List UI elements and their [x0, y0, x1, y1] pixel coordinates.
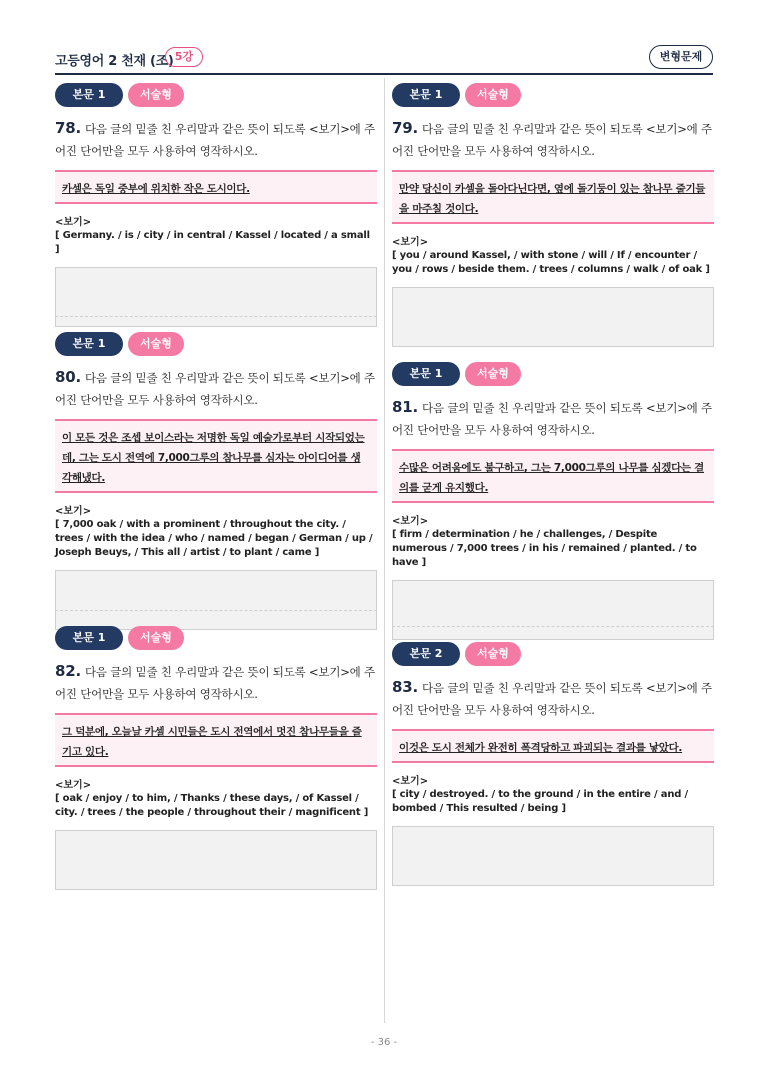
bogi-label: <보기>: [55, 780, 92, 791]
column-divider: [384, 78, 385, 1023]
korean-sentence-box: [392, 729, 714, 763]
section-tag: 본문 2: [392, 642, 460, 666]
section-tag: 본문 1: [55, 626, 123, 650]
type-tag: 서술형: [128, 83, 184, 107]
bogi-label: <보기>: [392, 516, 429, 527]
question-tags: [392, 83, 714, 107]
section-tag: 본문 1: [55, 83, 123, 107]
question-prompt: [55, 366, 377, 411]
korean-sentence: 카셀은 독일 중부에 위치한 작은 도시이다.: [62, 183, 250, 195]
type-tag: 서술형: [128, 332, 184, 356]
type-tag: 서술형: [128, 626, 184, 650]
question-number: 83.: [392, 678, 418, 696]
korean-sentence-box: [55, 419, 377, 493]
question-number: 79.: [392, 119, 418, 137]
header-divider: [55, 73, 713, 75]
question-number: 80.: [55, 368, 81, 386]
question-81: [392, 362, 714, 640]
bogi-word-list: [ city / destroyed. / to the ground / in the entire / and / bombed / This resulted / being ]: [392, 789, 688, 814]
answer-box[interactable]: [392, 826, 714, 886]
bogi-word-list: [ firm / determination / he / challenges, / Despite numerous / 7,000 trees / in his / remained / planted. / to have ]: [392, 529, 697, 568]
section-tag: 본문 1: [55, 332, 123, 356]
book-title: 고등영어 2 천재 (조): [55, 54, 174, 69]
answer-box[interactable]: [55, 267, 377, 327]
korean-sentence: 만약 당신이 카셀을 돌아다닌다면, 옆에 돌기둥이 있는 참나무 줄기들을 마주칠 것이다.: [399, 183, 706, 215]
lesson-badge: 5강: [165, 47, 203, 67]
bogi-word-list: [ oak / enjoy / to him, / Thanks / these days, / of Kassel / city. / trees / the people / throughout their / magnificent ]: [55, 793, 369, 818]
question-82: [55, 626, 377, 890]
question-number: 81.: [392, 398, 418, 416]
question-prompt: [392, 117, 714, 162]
type-tag: 서술형: [465, 642, 521, 666]
korean-sentence-box: [392, 170, 714, 224]
bogi-word-list: [ you / around Kassel, / with stone / will / If / encounter / you / rows / beside them. / trees / columns / walk / of oak ]: [392, 250, 710, 275]
question-prompt: [55, 660, 377, 705]
answer-box[interactable]: [392, 580, 714, 640]
page-number: - 36 -: [370, 1037, 398, 1048]
section-tag: 본문 1: [392, 362, 460, 386]
question-tags: [55, 626, 377, 650]
question-tags: [392, 362, 714, 386]
korean-sentence: 이것은 도시 전체가 완전히 폭격당하고 파괴되는 결과를 낳았다.: [399, 742, 683, 754]
question-text: 다음 글의 밑줄 친 우리말과 같은 뜻이 되도록 <보기>에 주어진 단어만을 모두 사용하여 영작하시오.: [392, 401, 712, 437]
question-text: 다음 글의 밑줄 친 우리말과 같은 뜻이 되도록 <보기>에 주어진 단어만을 모두 사용하여 영작하시오.: [392, 681, 712, 717]
question-separator: [55, 610, 377, 611]
page-header: [55, 44, 713, 74]
bogi-word-list: [ Germany. / is / city / in central / Kassel / located / a small ]: [55, 230, 370, 255]
question-prompt: [392, 396, 714, 441]
answer-box[interactable]: [55, 570, 377, 630]
question-tags: [55, 83, 377, 107]
korean-sentence: 이 모든 것은 조셉 보이스라는 저명한 독일 예술가로부터 시작되었는데, 그는 도시 전역에 7,000그루의 참나무를 심자는 아이디어를 생각해냈다.: [62, 432, 365, 484]
question-separator: [55, 316, 377, 317]
question-type-badge: 변형문제: [649, 45, 713, 69]
korean-sentence-box: [55, 170, 377, 204]
question-text: 다음 글의 밑줄 친 우리말과 같은 뜻이 되도록 <보기>에 주어진 단어만을 모두 사용하여 영작하시오.: [55, 371, 375, 407]
question-tags: [55, 332, 377, 356]
question-prompt: [55, 117, 377, 162]
bogi-word-list: [ 7,000 oak / with a prominent / throughout the city. / trees / with the idea / who / named / began / German / up / Joseph Beuys, / This all / artist / to plant / came ]: [55, 519, 373, 558]
bogi-label: <보기>: [392, 237, 429, 248]
type-tag: 서술형: [465, 83, 521, 107]
question-separator: [392, 346, 714, 347]
korean-sentence-box: [55, 713, 377, 767]
question-tags: [392, 642, 714, 666]
korean-sentence-box: [392, 449, 714, 503]
question-number: 82.: [55, 662, 81, 680]
question-prompt: [392, 676, 714, 721]
korean-sentence: 수많은 어려움에도 불구하고, 그는 7,000그루의 나무를 심겠다는 결의를 굳게 유지했다.: [399, 462, 704, 494]
question-78: [55, 83, 377, 327]
bogi-label: <보기>: [55, 217, 92, 228]
bogi-label: <보기>: [55, 506, 92, 517]
korean-sentence: 그 덕분에, 오늘날 카셀 시민들은 도시 전역에서 멋진 참나무들을 즐기고 있다.: [62, 726, 362, 758]
bogi-label: <보기>: [392, 776, 429, 787]
question-separator: [392, 626, 714, 627]
question-83: [392, 642, 714, 886]
question-number: 78.: [55, 119, 81, 137]
question-80: [55, 332, 377, 630]
question-text: 다음 글의 밑줄 친 우리말과 같은 뜻이 되도록 <보기>에 주어진 단어만을 모두 사용하여 영작하시오.: [55, 665, 375, 701]
answer-box[interactable]: [55, 830, 377, 890]
answer-box[interactable]: [392, 287, 714, 347]
section-tag: 본문 1: [392, 83, 460, 107]
type-tag: 서술형: [465, 362, 521, 386]
question-text: 다음 글의 밑줄 친 우리말과 같은 뜻이 되도록 <보기>에 주어진 단어만을 모두 사용하여 영작하시오.: [55, 122, 375, 158]
question-79: [392, 83, 714, 347]
question-text: 다음 글의 밑줄 친 우리말과 같은 뜻이 되도록 <보기>에 주어진 단어만을 모두 사용하여 영작하시오.: [392, 122, 712, 158]
